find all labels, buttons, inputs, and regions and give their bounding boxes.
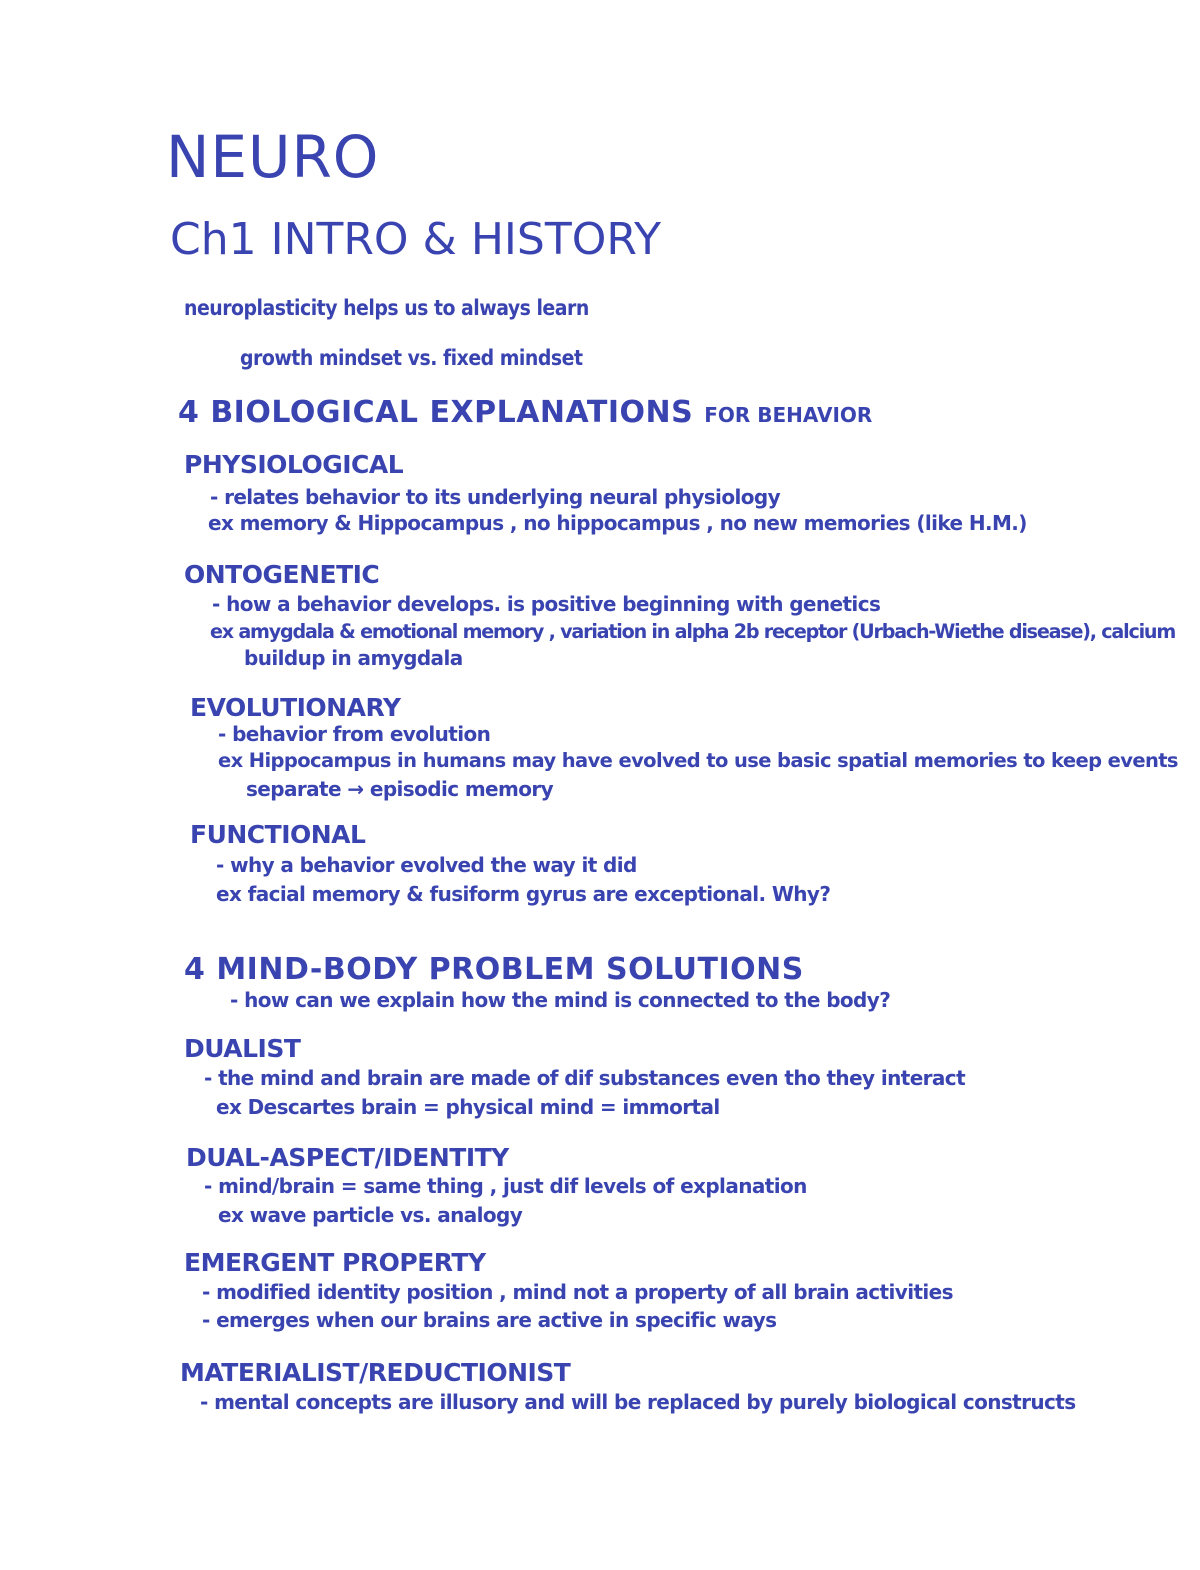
note-line: ex amygdala & emotional memory , variation in alpha 2b receptor (Urbach-Wiethe disease), calcium [210, 620, 1176, 643]
section-heading-suffix: FOR BEHAVIOR [704, 403, 873, 427]
note-line: ex Hippocampus in humans may have evolved to use basic spatial memories to keep events [218, 749, 1178, 772]
intro-line: growth mindset vs. fixed mindset [240, 346, 583, 370]
note-line: ex facial memory & fusiform gyrus are exceptional. Why? [216, 882, 831, 906]
note-line: - relates behavior to its underlying neural physiology [210, 485, 781, 509]
subheading-dualist: DUALIST [184, 1034, 301, 1063]
note-line: ex memory & Hippocampus , no hippocampus , no new memories (like H.M.) [208, 511, 1027, 535]
subheading-evolutionary: EVOLUTIONARY [190, 693, 401, 722]
note-line: - how a behavior develops. is positive beginning with genetics [212, 592, 881, 616]
note-line: - modified identity position , mind not a property of all brain activities [202, 1280, 953, 1304]
chapter-title: Ch1 INTRO & HISTORY [170, 214, 661, 265]
subheading-materialist: MATERIALIST/REDUCTIONIST [180, 1358, 571, 1387]
subheading-physiological: PHYSIOLOGICAL [184, 450, 404, 479]
note-line: buildup in amygdala [244, 646, 463, 670]
subheading-emergent: EMERGENT PROPERTY [184, 1248, 486, 1277]
note-line: - the mind and brain are made of dif substances even tho they interact [204, 1066, 966, 1090]
note-line: ex Descartes brain = physical mind = immortal [216, 1095, 720, 1119]
section-heading-mind-body: 4 MIND-BODY PROBLEM SOLUTIONS [184, 952, 804, 987]
note-line: - emerges when our brains are active in specific ways [202, 1308, 777, 1332]
note-line: - why a behavior evolved the way it did [216, 853, 637, 877]
note-line: - mental concepts are illusory and will be replaced by purely biological constructs [200, 1390, 1076, 1414]
section-heading-main: 4 BIOLOGICAL EXPLANATIONS [178, 395, 694, 430]
note-line: ex wave particle vs. analogy [218, 1203, 523, 1227]
page-title: NEURO [166, 123, 380, 191]
subheading-ontogenetic: ONTOGENETIC [184, 560, 380, 589]
note-line: separate → episodic memory [246, 777, 554, 801]
note-line: - behavior from evolution [218, 722, 491, 746]
section-heading-biological [178, 395, 873, 430]
subheading-dual-aspect: DUAL-ASPECT/IDENTITY [186, 1143, 509, 1172]
note-line: - how can we explain how the mind is connected to the body? [230, 988, 891, 1012]
note-line: - mind/brain = same thing , just dif levels of explanation [204, 1174, 807, 1198]
subheading-functional: FUNCTIONAL [190, 820, 366, 849]
intro-line: neuroplasticity helps us to always learn [184, 296, 589, 320]
